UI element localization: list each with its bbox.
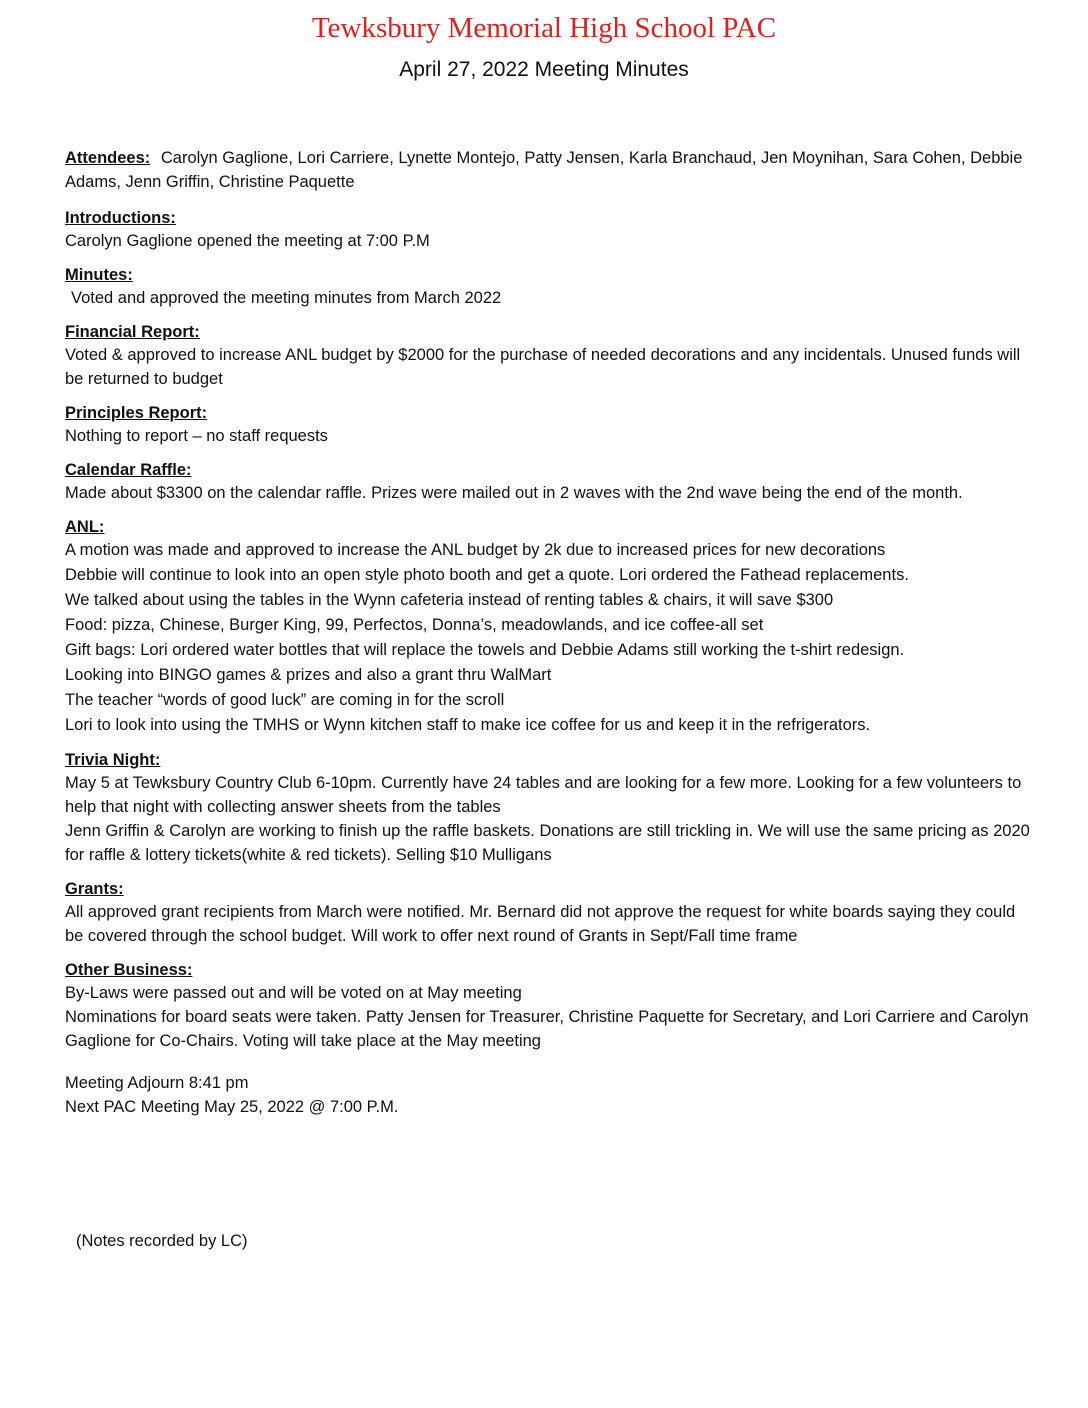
section-text: Debbie will continue to look into an open style photo booth and get a quote. Lori ordered the Fathead replacements. [65,566,909,584]
next-meeting-text: Next PAC Meeting May 25, 2022 @ 7:00 P.M. [65,1098,399,1116]
section-text: Made about $3300 on the calendar raffle. Prizes were mailed out in 2 waves with the 2nd wave being the end of the month. [65,484,963,502]
section-heading: ANL: [65,518,105,536]
financial-report-section [65,322,1031,391]
section-heading: Introductions: [65,209,176,227]
closing-section [65,1071,1031,1119]
section-text: By-Laws were passed out and will be voted on at May meeting [65,984,522,1002]
attendees-section [65,146,1031,194]
calendar-raffle-section [65,460,1031,505]
section-text: Gift bags: Lori ordered water bottles that will replace the towels and Debbie Adams still working the t-shirt redesign. [65,641,905,659]
section-text: A motion was made and approved to increase the ANL budget by 2k due to increased prices for new decorations [65,541,886,559]
minutes-section [65,265,1031,310]
section-heading: Minutes: [65,266,133,284]
adjourn-text: Meeting Adjourn 8:41 pm [65,1074,249,1092]
section-text: May 5 at Tewksbury Country Club 6-10pm. Currently have 24 tables and are looking for a few more. Looking for a few volunteers to help that night with collecting answer sheets from the tables [65,774,1022,816]
introductions-section [65,208,1031,253]
section-heading: Financial Report: [65,323,200,341]
section-heading: Other Business: [65,961,193,979]
section-text: All approved grant recipients from March were notified. Mr. Bernard did not approve the request for white boards saying they could be covered through the school budget. Will work to offer next round of Grants in Sept/Fall time frame [65,903,1016,945]
other-business-section [65,960,1031,1053]
section-text: Food: pizza, Chinese, Burger King, 99, Perfectos, Donna’s, meadowlands, and ice coffee-all set [65,616,764,634]
document-title: Tewksbury Memorial High School PAC [311,12,777,44]
section-text: Voted and approved the meeting minutes from March 2022 [71,289,502,307]
section-text: We talked about using the tables in the Wynn cafeteria instead of renting tables & chairs, it will save $300 [65,591,834,609]
section-heading: Principles Report: [65,404,208,422]
section-text: Jenn Griffin & Carolyn are working to finish up the raffle baskets. Donations are still trickling in. We will use the same pricing as 2020 for raffle & lottery tickets(white & red tickets). Selling $10 Mulligans [65,822,1030,864]
document-subtitle: April 27, 2022 Meeting Minutes [399,58,689,81]
section-text: Voted & approved to increase ANL budget by $2000 for the purchase of needed decorations and any incidentals. Unused funds will be returned to budget [65,346,1021,388]
section-text: Carolyn Gaglione opened the meeting at 7:00 P.M [65,232,430,250]
trivia-night-section [65,750,1031,867]
section-text: Nominations for board seats were taken. Patty Jensen for Treasurer, Christine Paquette for Secretary, and Lori Carriere and Carolyn Gaglione for Co-Chairs. Voting will take place at the May meeting [65,1008,1029,1050]
attendees-list: Carolyn Gaglione, Lori Carriere, Lynette Montejo, Patty Jensen, Karla Branchaud, Jen Moynihan, Sara Cohen, Debbie Adams, Jenn Griffin, Christine Paquette [65,149,1023,191]
section-text: Looking into BINGO games & prizes and also a grant thru WalMart [65,666,552,684]
section-text: The teacher “words of good luck” are coming in for the scroll [65,691,505,709]
section-heading: Trivia Night: [65,751,161,769]
section-heading: Calendar Raffle: [65,461,192,479]
section-text: Lori to look into using the TMHS or Wynn kitchen staff to make ice coffee for us and keep it in the refrigerators. [65,716,871,734]
section-heading: Grants: [65,880,124,898]
notes-recorded-by: (Notes recorded by LC) [76,1232,248,1250]
principles-report-section [65,403,1031,448]
section-text: Nothing to report – no staff requests [65,427,328,445]
minutes-body [65,146,1031,1131]
grants-section [65,879,1031,948]
anl-section [65,517,1031,738]
attendees-heading: Attendees: [65,149,151,167]
